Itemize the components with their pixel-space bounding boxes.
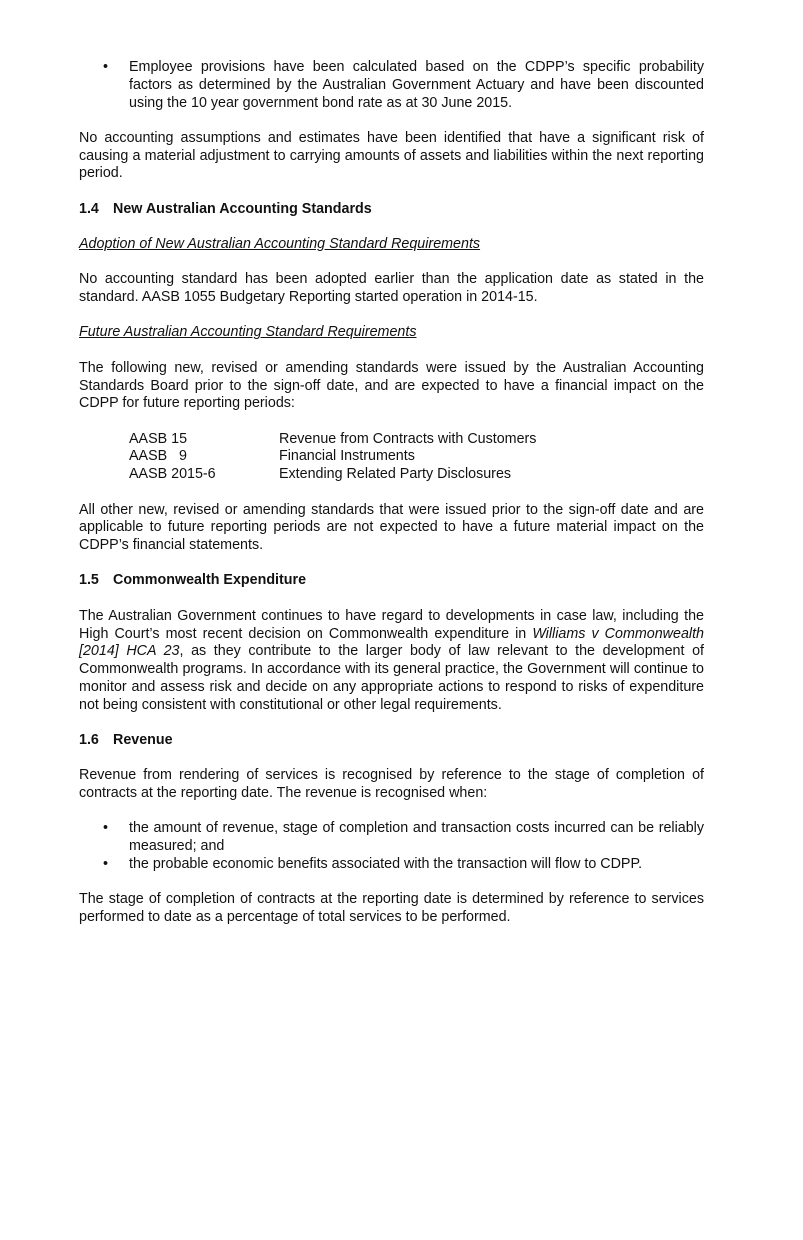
table-row <box>129 448 536 466</box>
section-title: New Australian Accounting Standards <box>113 200 372 217</box>
section-heading-1-6 <box>79 732 704 750</box>
other-standards-paragraph: All other new, revised or amending standards that were issued prior to the sign-off date and are applicable to future reporting periods are not expected to have a future material impact on the CDPP’s financial statements. <box>79 501 704 554</box>
standard-title: Revenue from Contracts with Customers <box>279 430 537 447</box>
standard-code: AASB 2015-6 <box>129 466 216 483</box>
document-page <box>79 59 704 944</box>
commonwealth-expenditure-paragraph <box>79 608 704 715</box>
revenue-closing-paragraph: The stage of completion of contracts at the reporting date is determined by reference to services performed to date as a percentage of total services to be performed. <box>79 891 704 926</box>
standard-title: Extending Related Party Disclosures <box>279 466 512 483</box>
adoption-subheading: Adoption of New Australian Accounting Standard Requirements <box>79 236 481 253</box>
revenue-intro-paragraph: Revenue from rendering of services is recognised by reference to the stage of completion of contracts at the reporting date. The revenue is recognised when: <box>79 767 704 802</box>
bullet-icon: • <box>103 820 109 837</box>
assumptions-paragraph: No accounting assumptions and estimates have been identified that have a significant risk of causing a material adjustment to carrying amounts of assets and liabilities within the next reporting period. <box>79 129 704 182</box>
list-item <box>79 59 704 112</box>
standard-code: AASB 15 <box>129 430 188 447</box>
future-paragraph: The following new, revised or amending standards were issued by the Australian Accounting Standards Board prior to the sign-off date, and are expected to have a financial impact on the CDPP for future reporting periods: <box>79 359 704 412</box>
list-item-text: the amount of revenue, stage of completion and transaction costs incurred can be reliably measured; and <box>129 820 704 855</box>
future-subheading: Future Australian Accounting Standard Requirements <box>79 324 417 341</box>
list-item-text: Employee provisions have been calculated based on the CDPP’s specific probability factors as determined by the Australian Government Actuary and have been discounted using the 10 year government bond rate as at 30 June 2015. <box>129 59 704 111</box>
adoption-paragraph: No accounting standard has been adopted earlier than the application date as stated in the standard. AASB 1055 Budgetary Reporting started operation in 2014-15. <box>79 271 704 306</box>
section-heading-1-5 <box>79 572 704 590</box>
revenue-criteria-list <box>79 820 704 873</box>
table-row <box>129 466 536 484</box>
table-row <box>129 431 536 449</box>
paragraph-text: , as they contribute to the larger body of law relevant to the development of Commonwealth programs. In accordance with its general practice, the Government will continue to monitor and assess risk and decide on any appropriate actions to respond to risks of expenditure not being consistent with constitutional or other legal requirements. <box>79 643 704 713</box>
employee-provisions-list <box>79 59 704 112</box>
paragraph-text: The Australian Government continues to have regard to developments in case law, including the High Court’s most recent decision on Commonwealth expenditure in <box>79 607 704 642</box>
standard-code: AASB 9 <box>129 448 188 465</box>
section-heading-1-4 <box>79 201 704 219</box>
standard-title: Financial Instruments <box>279 448 415 465</box>
list-item <box>79 820 704 856</box>
list-item-text: the probable economic benefits associated with the transaction will flow to CDPP. <box>129 856 643 872</box>
case-citation: Williams v Commonwealth [2014] HCA 23 <box>79 625 705 660</box>
bullet-icon: • <box>103 856 109 872</box>
bullet-icon: • <box>103 59 109 75</box>
section-number: 1.6 <box>79 732 99 749</box>
standards-table <box>129 431 536 484</box>
list-item <box>79 856 704 874</box>
section-title: Commonwealth Expenditure <box>113 572 307 589</box>
section-number: 1.4 <box>79 200 99 217</box>
section-title: Revenue <box>113 732 173 749</box>
section-number: 1.5 <box>79 572 99 589</box>
